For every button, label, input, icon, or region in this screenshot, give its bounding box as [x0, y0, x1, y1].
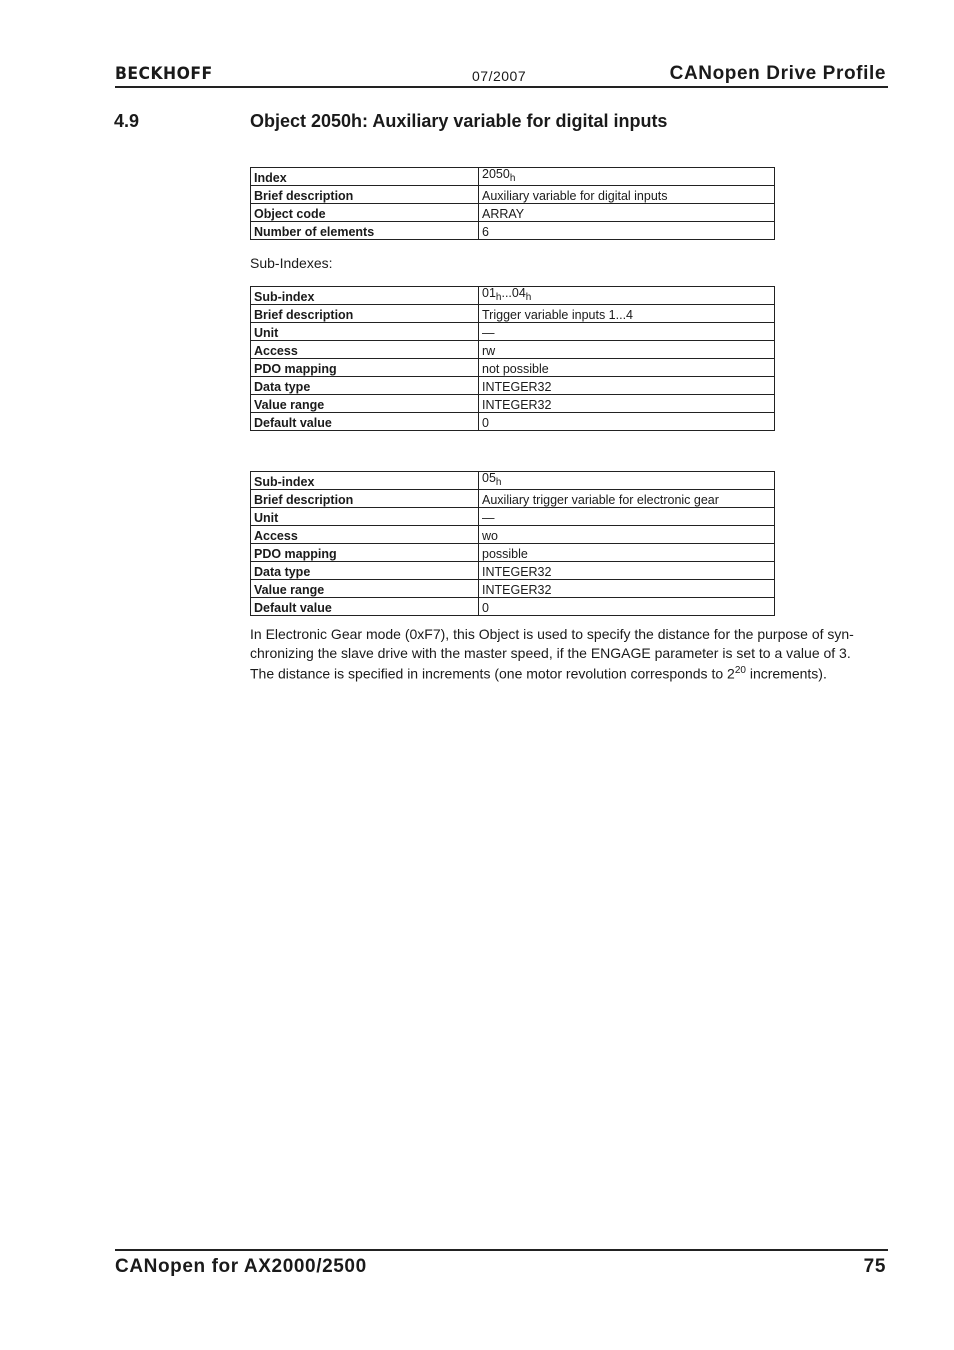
- document-title: CANopen Drive Profile: [669, 63, 886, 84]
- table-row: [251, 323, 775, 341]
- row-key: Index: [251, 168, 479, 186]
- row-value: 0: [479, 598, 775, 616]
- row-key: Unit: [251, 508, 479, 526]
- row-value: Trigger variable inputs 1...4: [479, 305, 775, 323]
- section-title: Object 2050h: Auxiliary variable for digital inputs: [250, 111, 668, 131]
- row-value: INTEGER32: [479, 580, 775, 598]
- row-key: Access: [251, 526, 479, 544]
- table-row: [251, 544, 775, 562]
- description-paragraph: [250, 625, 880, 683]
- row-value: INTEGER32: [479, 562, 775, 580]
- row-value: Auxiliary trigger variable for electronic gear: [479, 490, 775, 508]
- row-key: Sub-index: [251, 472, 479, 490]
- row-key: PDO mapping: [251, 544, 479, 562]
- row-key: Default value: [251, 413, 479, 431]
- table-row: [251, 413, 775, 431]
- page-number: 75: [863, 1256, 886, 1277]
- table-row: [251, 526, 775, 544]
- row-value: not possible: [479, 359, 775, 377]
- table-row: [251, 472, 775, 490]
- brand-logo: BECKHOFF: [115, 64, 213, 84]
- subindex-table-1: [250, 286, 775, 431]
- row-value: INTEGER32: [479, 377, 775, 395]
- row-value: possible: [479, 544, 775, 562]
- footer-rule: [115, 1249, 888, 1251]
- paragraph-text: increments).: [745, 665, 827, 682]
- row-key: Data type: [251, 562, 479, 580]
- row-key: Value range: [251, 580, 479, 598]
- row-value: 6: [479, 222, 775, 240]
- document-date: 07/2007: [472, 68, 527, 84]
- row-value: 0: [479, 413, 775, 431]
- row-key: Access: [251, 341, 479, 359]
- hex-suffix: h: [495, 292, 502, 303]
- subindex-range-end: ...04: [501, 286, 526, 300]
- paragraph-line: In Electronic Gear mode (0xF7), this Object is used to specify the distance for the purpose of syn-: [250, 626, 854, 642]
- table-row: [251, 341, 775, 359]
- table-row: [251, 562, 775, 580]
- row-key: PDO mapping: [251, 359, 479, 377]
- table-row: [251, 305, 775, 323]
- index-value: 2050: [482, 167, 510, 181]
- section-number: 4.9: [114, 111, 140, 131]
- subindex-start: 01: [482, 286, 496, 300]
- object-table: [250, 167, 775, 240]
- table-row: [251, 508, 775, 526]
- row-key: Brief description: [251, 186, 479, 204]
- row-value: Auxiliary variable for digital inputs: [479, 186, 775, 204]
- footer-product: CANopen for AX2000/2500: [115, 1256, 367, 1277]
- row-key: Value range: [251, 395, 479, 413]
- table-row: [251, 222, 775, 240]
- paragraph-line: [250, 662, 880, 683]
- row-key: Number of elements: [251, 222, 479, 240]
- row-value: INTEGER32: [479, 395, 775, 413]
- row-value: —: [479, 508, 775, 526]
- row-value: ARRAY: [479, 204, 775, 222]
- table-row: [251, 598, 775, 616]
- hex-suffix: h: [525, 292, 532, 303]
- table-row: [251, 377, 775, 395]
- header-rule: [115, 86, 888, 88]
- row-key: Data type: [251, 377, 479, 395]
- row-value: wo: [479, 526, 775, 544]
- row-key: Unit: [251, 323, 479, 341]
- row-key: Object code: [251, 204, 479, 222]
- table-row: [251, 168, 775, 186]
- row-key: Brief description: [251, 490, 479, 508]
- subindex-value: 05: [482, 471, 496, 485]
- subindex-table-2: [250, 471, 775, 616]
- exponent: 20: [734, 665, 746, 676]
- table-row: [251, 359, 775, 377]
- subindexes-label: Sub-Indexes:: [250, 255, 333, 271]
- hex-suffix: h: [495, 477, 502, 488]
- row-value: [479, 287, 775, 305]
- paragraph-text: The distance is specified in increments (one motor revolution corresponds to 2: [250, 665, 735, 682]
- row-key: Default value: [251, 598, 479, 616]
- table-row: [251, 490, 775, 508]
- row-value: [479, 472, 775, 490]
- row-value: —: [479, 323, 775, 341]
- hex-suffix: h: [509, 173, 516, 184]
- table-row: [251, 287, 775, 305]
- paragraph-line: chronizing the slave drive with the master speed, if the ENGAGE parameter is set to a value of 3.: [250, 644, 851, 661]
- table-row: [251, 204, 775, 222]
- row-value: [479, 168, 775, 186]
- row-key: Sub-index: [251, 287, 479, 305]
- row-key: Brief description: [251, 305, 479, 323]
- table-row: [251, 580, 775, 598]
- table-row: [251, 395, 775, 413]
- table-row: [251, 186, 775, 204]
- row-value: rw: [479, 341, 775, 359]
